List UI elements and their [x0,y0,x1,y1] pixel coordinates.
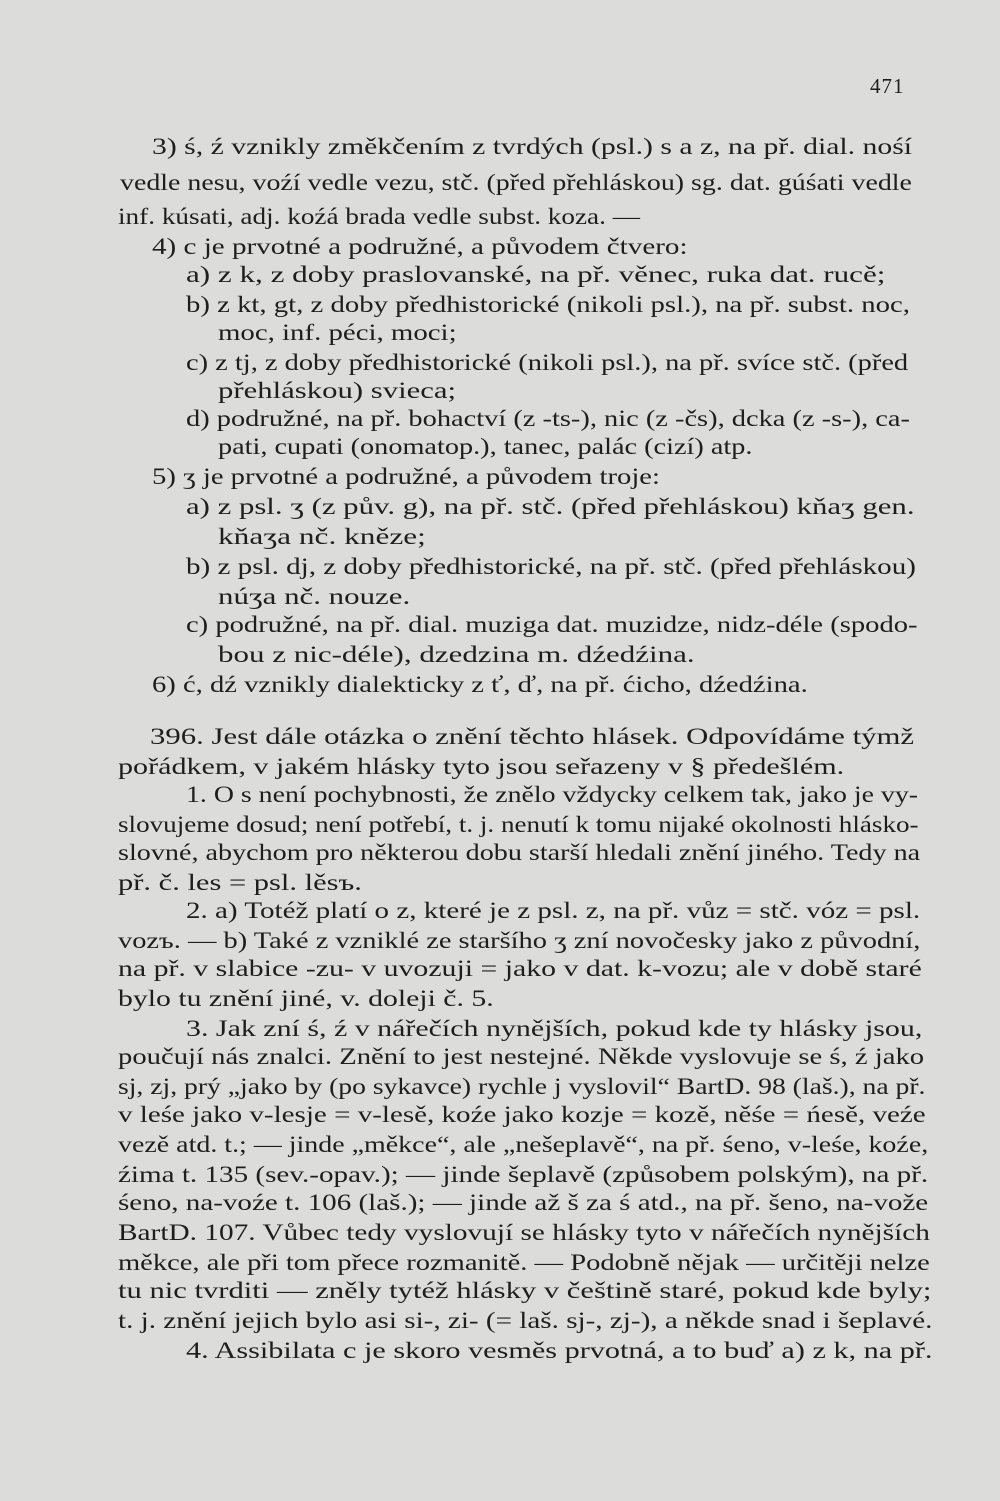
text-line: měkce, ale při tom přece rozmanitě. — Podobně nějak — určitěji nelze [118,1250,930,1276]
page-number: 471 [870,74,905,98]
text-line: źima t. 135 (sev.-opav.); — jinde šeplavě (způsobem polským), na př. [118,1162,929,1188]
text-line: c) z tj, z doby předhistorické (nikoli psl.), na př. svíce stč. (před [186,350,909,376]
text-line: 5) ʒ je prvotné a podružné, a původem troje: [152,464,660,490]
text-line: inf. kúsati, adj. koźá brada vedle subst. koza. — [118,204,640,230]
text-line: vezě atd. t.; — jinde „měkce“, ale „nešeplavě“, na př. śeno, v-leśe, koźe, [118,1132,929,1158]
text-line: núʒa nč. nouze. [218,584,411,610]
text-line: a) z k, z doby praslovanské, na př. věnec, ruka dat. rucě; [186,262,886,288]
text-line: d) podružné, na př. bohactví (z -ts-), nic (z -čs), dcka (z -s-), ca- [186,406,910,432]
text-line: pořádkem, v jakém hlásky tyto jsou seřazeny v § předešlém. [118,754,845,780]
text-line: kňaʒa nč. kněze; [218,524,426,550]
text-line: śeno, na-voźe t. 106 (laš.); — jinde až š za ś atd., na př. šeno, na-vože [118,1190,929,1216]
text-line: tu nic tvrditi — zněly tytéž hlásky v češtině staré, pokud kde byly; [118,1278,932,1304]
text-line: c) podružné, na př. dial. muziga dat. muzidze, nidz-déle (spodo- [186,612,918,638]
text-line: 3) ś, ź vznikly změkčením z tvrdých (psl.) s a z, na př. dial. nośí [152,134,913,160]
text-line: vozъ. — b) Také z vzniklé ze staršího ʒ zní novočesky jako z původní, [118,928,921,954]
text-line: 6) ć, dź vznikly dialekticky z ť, ď, na př. ćicho, dźedźina. [152,672,808,698]
text-line: bou z nic-déle), dzedzina m. dźedźina. [218,642,695,668]
text-line: přehláskou) svieca; [218,378,457,404]
text-line: moc, inf. péci, moci; [218,320,457,346]
text-line: 3. Jak zní ś, ź v nářečích nynějších, pokud kde ty hlásky jsou, [186,1016,923,1042]
text-line: 2. a) Totéž platí o z, které je z psl. z, na př. vůz = stč. vóz = psl. [186,898,921,924]
text-line: b) z kt, gt, z doby předhistorické (nikoli psl.), na př. subst. noc, [186,292,910,318]
text-line: b) z psl. dj, z doby předhistorické, na př. stč. (před přehláskou) [186,554,916,580]
text-line: vedle nesu, voźí vedle vezu, stč. (před přehláskou) sg. dat. gúśati vedle [120,170,912,196]
text-line: BartD. 107. Vůbec tedy vyslovují se hlásky tyto v nářečích nynějších [118,1220,930,1246]
text-line: pati, cupati (onomatop.), tanec, palác (cizí) atp. [218,434,753,460]
text-line: slovujeme dosud; není potřebí, t. j. nenutí k tomu nijaké okolnosti hlásko- [118,812,919,838]
section-396-heading-line: 396. Jest dále otázka o znění těchto hlásek. Odpovídáme týmž [150,724,915,750]
text-line: poučují nás znalci. Znění to jest nestejné. Někde vyslovuje se ś, ź jako [118,1044,925,1070]
text-line: př. č. les = psl. lěsъ. [118,870,362,896]
text-line: 4) c je prvotné a podružné, a původem čtvero: [152,234,688,260]
text-line: a) z psl. ʒ (z pův. g), na př. stč. (před přehláskou) kňaʒ gen. [186,494,915,520]
text-line: bylo tu znění jiné, v. doleji č. 5. [118,986,494,1012]
text-line: na př. v slabice -zu- v uvozuji = jako v dat. k-vozu; ale v době staré [118,956,922,982]
text-line: 1. O s není pochybnosti, že znělo vždycky celkem tak, jako je vy- [186,782,918,808]
text-line: slovné, abychom pro některou dobu starší hledali znění jiného. Tedy na [118,840,921,866]
text-line: v leśe jako v-lesje = v-lesě, koźe jako kozje = kozě, něśe = ńesě, veźe [118,1102,926,1128]
text-line: sj, zj, prý „jako by (po sykavce) rychle j vyslovil“ BartD. 98 (laš.), na př. [118,1074,926,1100]
text-line: 4. Assibilata c je skoro vesměs prvotná, a to buď a) z k, na př. [186,1338,933,1364]
text-line: t. j. znění jejich bylo asi si-, zi- (= laš. sj-, zj-), a někde snad i šeplavé. [118,1308,933,1334]
